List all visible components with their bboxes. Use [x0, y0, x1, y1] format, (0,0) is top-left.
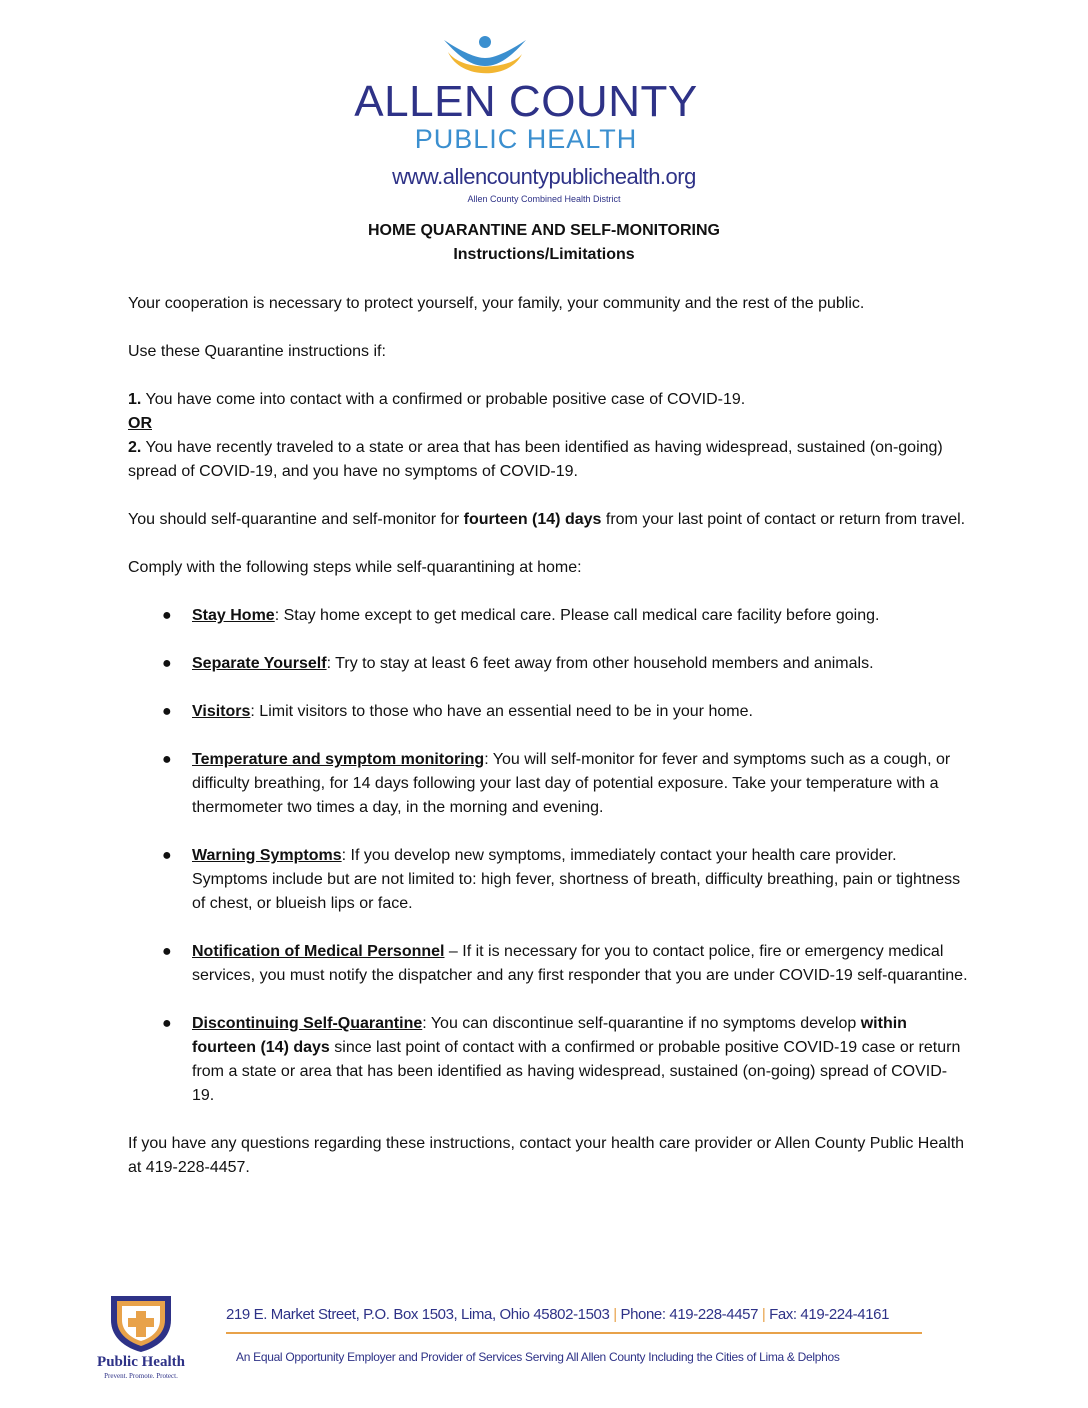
district-name: Allen County Combined Health District — [467, 194, 621, 204]
contact-line — [226, 1306, 926, 1323]
condition-1-text: You have come into contact with a confirmed or probable positive case of COVID-19. — [141, 391, 746, 408]
step-label: Temperature and symptom monitoring — [192, 751, 485, 768]
bullet-icon: ● — [162, 703, 172, 720]
intro-paragraph: Your cooperation is necessary to protect yourself, your family, your community and the rest of the public. — [128, 295, 865, 312]
agency-logo — [300, 32, 780, 162]
bullet-icon: ● — [162, 655, 172, 672]
bullet-icon: ● — [162, 1015, 172, 1032]
phone-text: Phone: 419-228-4457 — [620, 1306, 759, 1323]
comply-paragraph: Comply with the following steps while self-quarantining at home: — [128, 559, 582, 576]
separator: | — [613, 1306, 617, 1323]
document-title: HOME QUARANTINE AND SELF-MONITORING — [368, 222, 720, 239]
condition-2-number: 2. — [128, 439, 142, 456]
step-text: : Limit visitors to those who have an essential need to be in your home. — [250, 703, 753, 720]
public-health-logo — [86, 1290, 196, 1386]
or-separator — [128, 412, 968, 436]
steps-list — [128, 604, 968, 1108]
step-temperature-monitoring — [128, 748, 968, 820]
condition-1-number: 1. — [128, 391, 142, 408]
step-label: Discontinuing Self-Quarantine — [192, 1015, 423, 1032]
address-text: 219 E. Market Street, P.O. Box 1503, Lima, Ohio 45802-1503 — [226, 1306, 610, 1323]
step-bold-duration: within fourteen (14) days — [192, 1015, 907, 1056]
step-text: : You will self-monitor for fever and symptoms such as a cough, or difficulty breathing, for 14 days following your last day of potential exposure. Take your temperature with a thermometer two times a day, in the morning and evening. — [192, 751, 951, 816]
logo-wordmark: ALLEN COUNTY — [354, 77, 698, 126]
step-visitors — [128, 700, 968, 724]
figure-swoosh-icon — [440, 32, 530, 82]
step-label: Stay Home — [192, 607, 275, 624]
step-text: : You can discontinue self-quarantine if no symptoms develop — [422, 1015, 861, 1032]
bullet-icon: ● — [162, 751, 172, 768]
bullet-icon: ● — [162, 943, 172, 960]
quarantine-paragraph — [128, 508, 968, 532]
footer-divider — [226, 1332, 922, 1334]
quarantine-pre: You should self-quarantine and self-monitor for — [128, 511, 464, 528]
step-label: Warning Symptoms — [192, 847, 342, 864]
step-label: Visitors — [192, 703, 251, 720]
use-if-paragraph: Use these Quarantine instructions if: — [128, 343, 386, 360]
step-stay-home — [128, 604, 968, 628]
step-warning-symptoms — [128, 844, 968, 916]
website-link[interactable]: www.allencountypublichealth.org — [392, 164, 696, 189]
footer-logo-tagline: Prevent. Promote. Protect. — [104, 1372, 178, 1380]
condition-2 — [128, 436, 968, 484]
questions-paragraph: If you have any questions regarding these instructions, contact your health care provider or Allen County Public Health at 419-228-4457. — [128, 1135, 965, 1176]
condition-2-text: You have recently traveled to a state or area that has been identified as having widespread, sustained (on-going) spread of COVID-19, and you have no symptoms of COVID-19. — [128, 439, 943, 480]
step-notification-medical-personnel — [128, 940, 968, 988]
step-label: Notification of Medical Personnel — [192, 943, 445, 960]
or-label: OR — [128, 415, 152, 432]
step-discontinuing-quarantine — [128, 1012, 968, 1108]
footer-logo-text: Public Health — [97, 1354, 185, 1370]
equal-opportunity-statement: An Equal Opportunity Employer and Provider of Services Serving All Allen County Including the Cities of Lima & Delphos — [236, 1350, 840, 1364]
bullet-icon: ● — [162, 607, 172, 624]
separator: | — [761, 1306, 766, 1323]
step-text: : Stay home except to get medical care. Please call medical care facility before going. — [274, 607, 880, 624]
step-text: – If it is necessary for you to contact police, fire or emergency medical services, you must notify the dispatcher and any first responder that you are under COVID-19 self-quarantine. — [192, 943, 968, 984]
quarantine-post: from your last point of contact or return from travel. — [601, 511, 966, 528]
step-separate-yourself — [128, 652, 968, 676]
condition-1 — [128, 388, 968, 412]
step-text: : If you develop new symptoms, immediately contact your health care provider. Symptoms include but are not limited to: high fever, shortness of breath, difficulty breathing, pain or tightness of chest, or blueish lips or face. — [192, 847, 961, 912]
shield-cross-icon — [86, 1290, 196, 1354]
step-label: Separate Yourself — [192, 655, 327, 672]
quarantine-duration: fourteen (14) days — [463, 511, 602, 528]
logo-subtitle: PUBLIC HEALTH — [414, 124, 638, 154]
document-body — [128, 292, 968, 1204]
step-text-continued: since last point of contact with a confirmed or probable positive COVID-19 case or return from a state or area that has been identified as having widespread, sustained (on-going) spread of COVID-19. — [192, 1039, 961, 1104]
document-subtitle: Instructions/Limitations — [453, 246, 635, 263]
bullet-icon: ● — [162, 847, 172, 864]
step-text: : Try to stay at least 6 feet away from other household members and animals. — [326, 655, 874, 672]
fax-text: Fax: 419-224-4161 — [769, 1306, 890, 1323]
